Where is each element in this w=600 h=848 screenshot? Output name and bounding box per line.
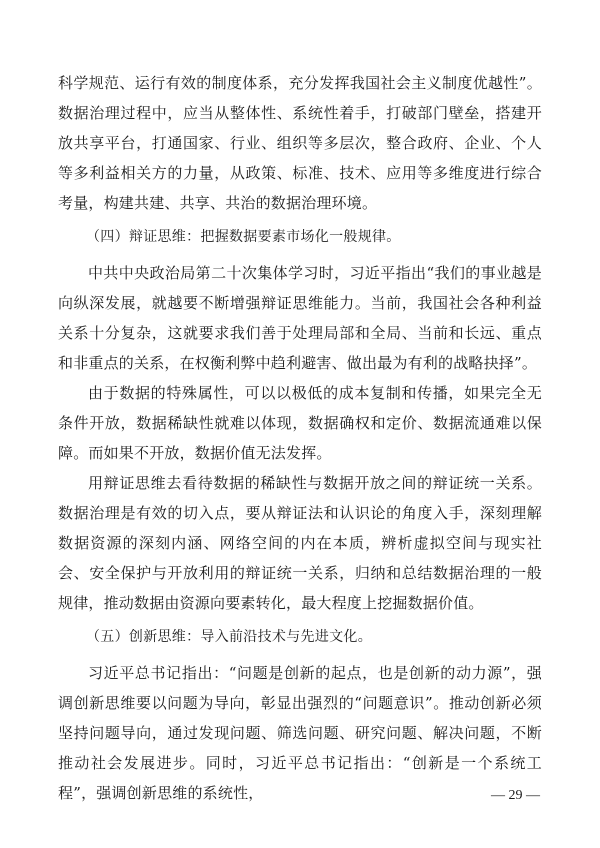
section-heading-4: （四）辩证思维：把握数据要素市场化一般规律。 [86, 229, 401, 245]
paragraph: 习近平总书记指出：“问题是创新的起点，也是创新的动力源”，强调创新思维要以问题为导向，彰显出强烈的“问题意识”。推动创新必须坚持问题导向，通过发现问题、筛选问题、研究问题、解决问题，不断推动社会发展进步。同时，习近平总书记指出：“创新是一个系统工程”，强调创新思维的系统性， [58, 664, 542, 802]
paragraph: 中共中央政治局第二十次集体学习时，习近平指出“我们的事业越是向纵深发展，就越要不断增强辩证思维能力。当前，我国社会各种利益关系十分复杂，这就要求我们善于处理局部和全局、当前和长远、重点和非重点的关系，在权衡利弊中趋利避害、做出最为有利的战略抉择”。 [58, 264, 542, 372]
body-text [58, 68, 542, 808]
paragraph: 由于数据的特殊属性，可以以极低的成本复制和传播，如果完全无条件开放，数据稀缺性就难以体现，数据确权和定价、数据流通难以保障。而如果不开放，数据价值无法发挥。 [58, 384, 542, 462]
paragraph: 用辩证思维去看待数据的稀缺性与数据开放之间的辩证统一关系。数据治理是有效的切入点，要从辩证法和认识论的角度入手，深刻理解数据资源的深刻内涵、网络空间的内在本质，辨析虚拟空间与现实社会、安全保护与开放利用的辩证统一关系，归纳和总结数据治理的一般规律，推动数据由资源向要素转化，最大程度上挖掘数据价值。 [58, 474, 542, 612]
paragraph-continuation: 科学规范、运行有效的制度体系，充分发挥我国社会主义制度优越性”。数据治理过程中，应当从整体性、系统性着手，打破部门壁垒，搭建开放共享平台，打通国家、行业、组织等多层次，整合政府、企业、个人等多利益相关方的力量，从政策、标准、技术、应用等多维度进行综合考量，构建共建、共享、共治的数据治理环境。 [58, 74, 542, 212]
section-heading-5: （五）创新思维：导入前沿技术与先进文化。 [86, 629, 372, 645]
page-number: — 29 — [491, 788, 540, 803]
